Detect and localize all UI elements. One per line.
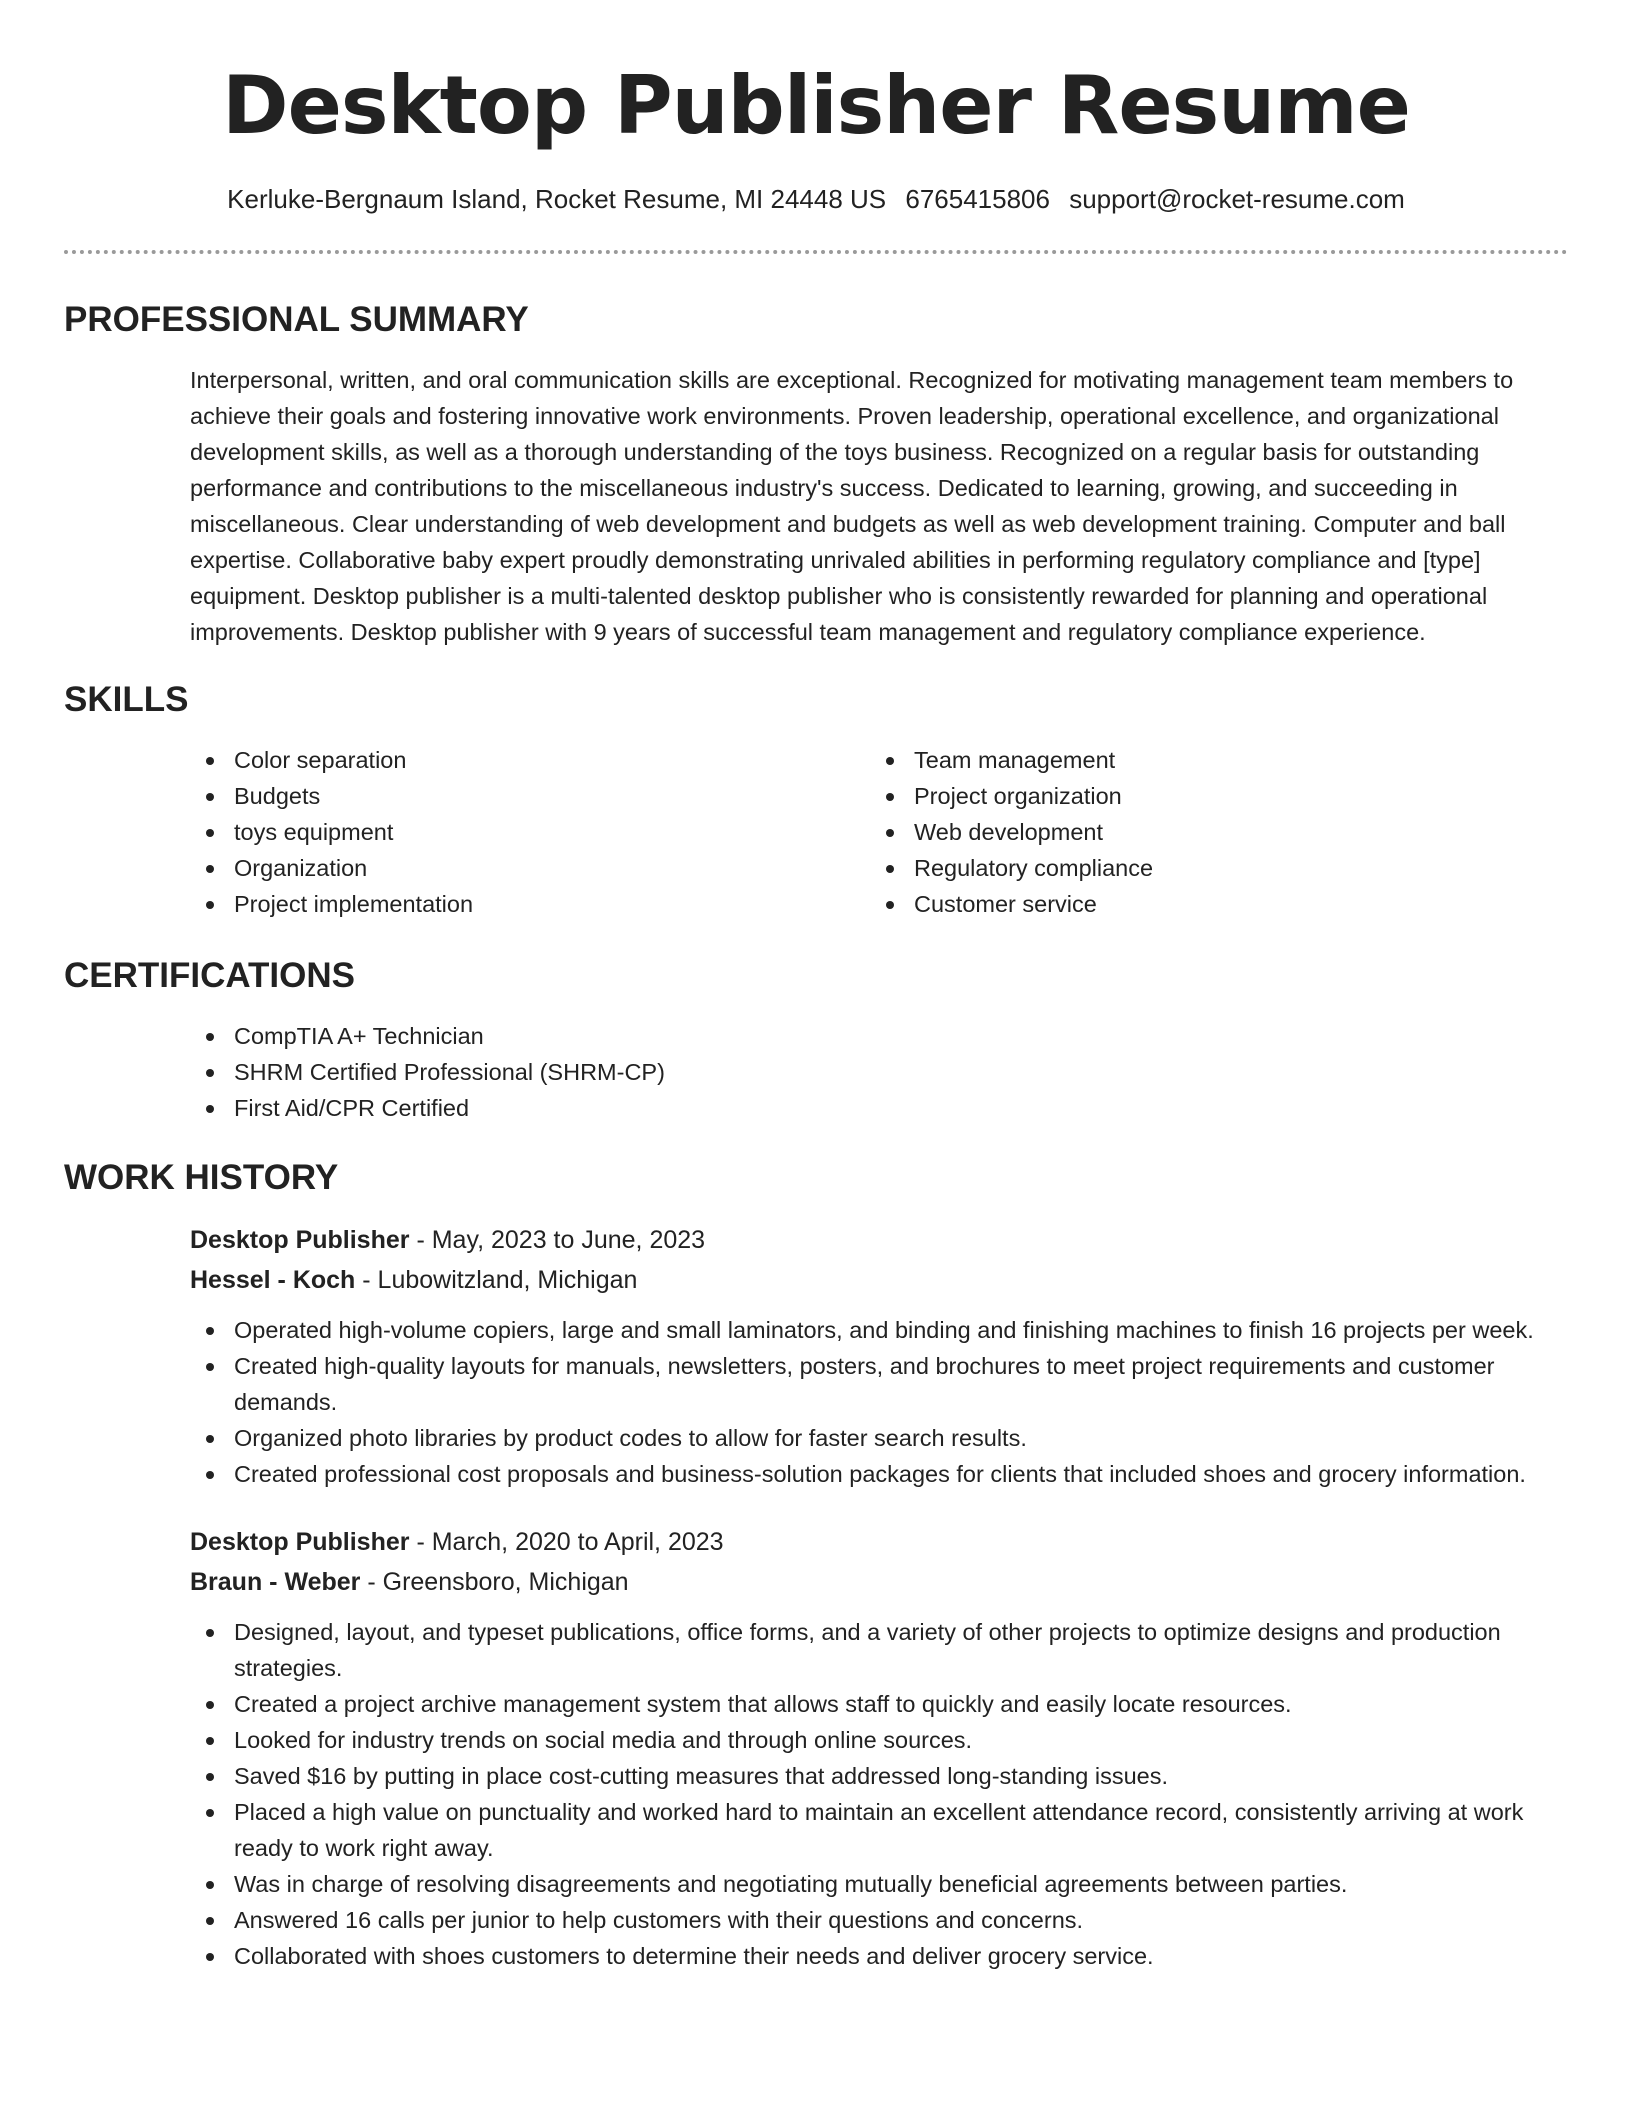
skill-item: Team management <box>870 742 1550 778</box>
skill-item: Color separation <box>190 742 870 778</box>
skill-item: toys equipment <box>190 814 870 850</box>
job-bullets <box>190 1614 1568 1974</box>
job-bullet: Looked for industry trends on social media and through online sources. <box>190 1722 1568 1758</box>
work-history-heading: WORK HISTORY <box>64 1158 339 1197</box>
job-bullet: Placed a high value on punctuality and worked hard to maintain an excellent attendance record, consistently arriving at work ready to work right away. <box>190 1794 1568 1866</box>
resume-title: Desktop Publisher Resume <box>222 59 1410 152</box>
job-company-line <box>190 1260 1568 1300</box>
job-title: Desktop Publisher <box>190 1528 410 1556</box>
certifications-heading: CERTIFICATIONS <box>64 956 356 995</box>
skill-item: Regulatory compliance <box>870 850 1550 886</box>
contact-address: Kerluke-Bergnaum Island, Rocket Resume, MI 24448 US <box>227 184 887 214</box>
job-bullet: Saved $16 by putting in place cost-cutting measures that addressed long-standing issues. <box>190 1758 1568 1794</box>
job-location: - Greensboro, Michigan <box>360 1568 629 1596</box>
job-location: - Lubowitzland, Michigan <box>355 1266 638 1294</box>
contact-email: support@rocket-resume.com <box>1069 184 1405 214</box>
job-entry <box>190 1522 1568 1974</box>
summary-heading: PROFESSIONAL SUMMARY <box>64 300 529 339</box>
skill-item: Organization <box>190 850 870 886</box>
job-bullets <box>190 1312 1568 1492</box>
job-company: Hessel - Koch <box>190 1266 356 1294</box>
contact-phone: 6765415806 <box>905 184 1050 214</box>
skill-item: Project organization <box>870 778 1550 814</box>
job-company-line <box>190 1562 1568 1602</box>
job-title-line <box>190 1220 1568 1260</box>
job-bullet: Organized photo libraries by product codes to allow for faster search results. <box>190 1420 1568 1456</box>
job-bullet: Designed, layout, and typeset publications, office forms, and a variety of other projects to optimize designs and production strategies. <box>190 1614 1568 1686</box>
certifications-list <box>190 1018 1568 1126</box>
header-divider <box>64 250 1568 254</box>
job-bullet: Created high-quality layouts for manuals, newsletters, posters, and brochures to meet project requirements and customer demands. <box>190 1348 1568 1420</box>
job-entry <box>190 1220 1568 1492</box>
job-bullet: Created a project archive management system that allows staff to quickly and easily locate resources. <box>190 1686 1568 1722</box>
job-title: Desktop Publisher <box>190 1226 410 1254</box>
skills-heading: SKILLS <box>64 680 189 719</box>
resume-page <box>64 0 1568 1974</box>
job-bullet: Operated high-volume copiers, large and small laminators, and binding and finishing machines to finish 16 projects per week. <box>190 1312 1568 1348</box>
skills-column-right <box>870 742 1550 922</box>
job-bullet: Collaborated with shoes customers to determine their needs and deliver grocery service. <box>190 1938 1568 1974</box>
skills-list <box>190 742 1568 922</box>
certification-item: First Aid/CPR Certified <box>190 1090 1568 1126</box>
job-title-line <box>190 1522 1568 1562</box>
skill-item: Customer service <box>870 886 1550 922</box>
job-bullet: Created professional cost proposals and business-solution packages for clients that included shoes and grocery information. <box>190 1456 1568 1492</box>
job-bullet: Answered 16 calls per junior to help customers with their questions and concerns. <box>190 1902 1568 1938</box>
job-bullet: Was in charge of resolving disagreements and negotiating mutually beneficial agreements between parties. <box>190 1866 1568 1902</box>
certification-item: SHRM Certified Professional (SHRM-CP) <box>190 1054 1568 1090</box>
skill-item: Web development <box>870 814 1550 850</box>
skill-item: Budgets <box>190 778 870 814</box>
summary-text: Interpersonal, written, and oral communication skills are exceptional. Recognized for motivating management team members to achieve their goals and fostering innovative work environments. Proven leadership, operational excellence, and organizational development skills, as well as a thorough understanding of the toys business. Recognized on a regular basis for outstanding performance and contributions to the miscellaneous industry's success. Dedicated to learning, growing, and succeeding in miscellaneous. Clear understanding of web development and budgets as well as web development training. Computer and ball expertise. Collaborative baby expert proudly demonstrating unrivaled abilities in performing regulatory compliance and [type] equipment. Desktop publisher is a multi-talented desktop publisher who is consistently rewarded for planning and operational improvements. Desktop publisher with 9 years of successful team management and regulatory compliance experience. <box>190 367 1514 645</box>
job-company: Braun - Weber <box>190 1568 361 1596</box>
job-dates: - May, 2023 to June, 2023 <box>409 1226 706 1254</box>
certification-item: CompTIA A+ Technician <box>190 1018 1568 1054</box>
job-dates: - March, 2020 to April, 2023 <box>409 1528 724 1556</box>
skills-column-left <box>190 742 870 922</box>
skill-item: Project implementation <box>190 886 870 922</box>
contact-line <box>64 182 1568 216</box>
